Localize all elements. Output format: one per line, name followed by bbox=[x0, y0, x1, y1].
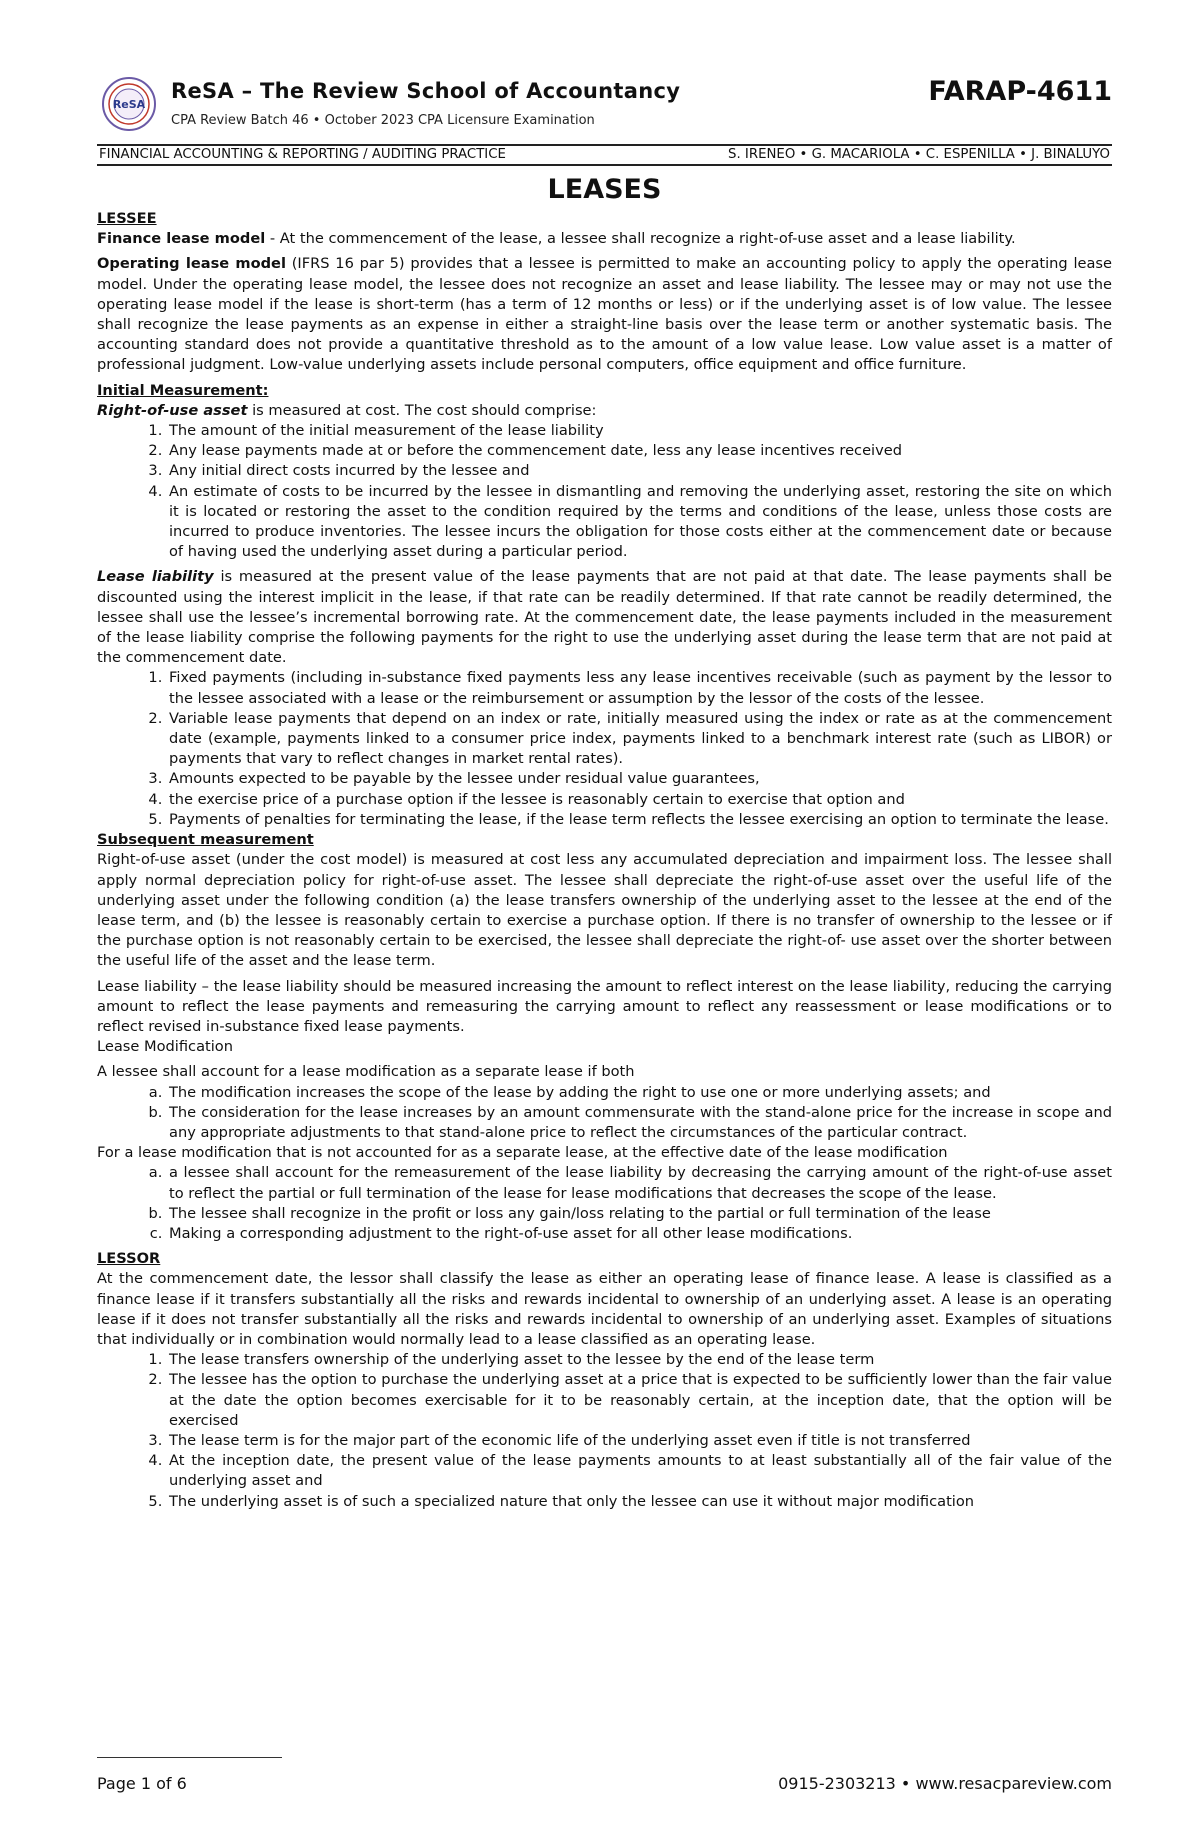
operating-lease-label: Operating lease model bbox=[97, 255, 286, 273]
document-header bbox=[97, 76, 1112, 142]
list-item: 3. The lease term is for the major part of the economic life of the underlying asset even if title is not transferred bbox=[167, 1431, 1112, 1451]
lease-liability-text: is measured at the present value of the lease payments that are not paid at that date. The lease payments shall be discounted using the interest implicit in the lease, if that rate can be readily determined. If that rate cannot be readily determined, the lessee shall use the lessee’s incremental borrowing rate. At the commencement date, the lease payments included in the measurement of the lease liability comprise the following payments for the right to use the underlying asset during the lease term that are not paid at the commencement date. bbox=[97, 568, 1112, 667]
list-item: 5. Payments of penalties for terminating the lease, if the lease term reflects the lessee exercising an option to terminate the lease. bbox=[167, 810, 1112, 830]
subsequent-measurement-heading: Subsequent measurement bbox=[97, 831, 314, 849]
list-item: c. Making a corresponding adjustment to the right-of-use asset for all other lease modifications. bbox=[167, 1224, 1112, 1244]
list-item: 1. The amount of the initial measurement of the lease liability bbox=[167, 421, 1112, 441]
lessor-paragraph: At the commencement date, the lessor shall classify the lease as either an operating lease of finance lease. A lease is classified as a finance lease if it transfers substantially all the risks and rewards incidental to ownership of an underlying asset. A lease is an operating lease if it does not transfer substantially all the risks and rewards incidental to ownership of an underlying asset. Examples of situations that individually or in combination would normally lead to a lease classified as an operating lease. bbox=[97, 1270, 1112, 1348]
list-item: 2. Variable lease payments that depend on an index or rate, initially measured using the index or rate as at the commencement date (example, payments linked to a consumer price index, payments linked to a benchmark interest rate (such as LIBOR) or payments that vary to reflect changes in market rental rates). bbox=[167, 709, 1112, 770]
list-item: a. a lessee shall account for the remeasurement of the lease liability by decreasing the carrying amount of the right-of-use asset to reflect the partial or full termination of the lease for lease modifications that decreases the scope of the lease. bbox=[167, 1163, 1112, 1203]
finance-lease-text: - At the commencement of the lease, a lessee shall recognize a right-of-use asset and a lease liability. bbox=[265, 230, 1016, 248]
lessor-list bbox=[97, 1350, 1112, 1512]
lease-liability-paragraph bbox=[97, 567, 1112, 668]
subject-bar bbox=[97, 144, 1112, 166]
logo-text: ReSA bbox=[112, 98, 146, 111]
list-item: 3. Amounts expected to be payable by the lessee under residual value guarantees, bbox=[167, 769, 1112, 789]
list-item: 2. Any lease payments made at or before the commencement date, less any lease incentives received bbox=[167, 441, 1112, 461]
subsequent-liability-paragraph: Lease liability – the lease liability should be measured increasing the amount to reflect interest on the lease liability, reducing the carrying amount to reflect the lease payments and remeasuring the carrying amount to reflect any reassessment or lease modifications or to reflect revised in-substance fixed lease payments. bbox=[97, 977, 1112, 1035]
list-item: a. The modification increases the scope of the lease by adding the right to use one or more underlying assets; and bbox=[167, 1083, 1112, 1103]
document-code: FARAP-4611 bbox=[928, 76, 1112, 107]
subject-label: FINANCIAL ACCOUNTING & REPORTING / AUDITING PRACTICE bbox=[99, 147, 506, 162]
lease-modification-heading: Lease Modification bbox=[97, 1038, 233, 1056]
list-item: 3. Any initial direct costs incurred by the lessee and bbox=[167, 461, 1112, 481]
footer-contact: 0915-2303213 • www.resacpareview.com bbox=[778, 1774, 1112, 1793]
lease-payments-list bbox=[97, 668, 1112, 830]
list-item: 1. The lease transfers ownership of the underlying asset to the lessee by the end of the lease term bbox=[167, 1350, 1112, 1370]
rou-text: is measured at cost. The cost should comprise: bbox=[247, 401, 597, 419]
modification-intro: A lessee shall account for a lease modification as a separate lease if both bbox=[97, 1063, 635, 1081]
rou-label: Right-of-use asset bbox=[97, 401, 248, 419]
school-title: ReSA – The Review School of Accountancy bbox=[171, 79, 681, 103]
list-item: 2. The lessee has the option to purchase the underlying asset at a price that is expected to be sufficiently lower than the fair value at the date the option becomes exercisable for it to be reasonably certain, at the inception date, that the option will be exercised bbox=[167, 1370, 1112, 1431]
lessee-heading: LESSEE bbox=[97, 210, 157, 227]
list-item: b. The lessee shall recognize in the profit or loss any gain/loss relating to the partial or full termination of the lease bbox=[167, 1204, 1112, 1224]
modification-conditions-list bbox=[97, 1083, 1112, 1144]
rou-paragraph bbox=[97, 401, 1112, 421]
subsequent-rou-paragraph: Right-of-use asset (under the cost model) is measured at cost less any accumulated depreciation and impairment loss. The lessee shall apply normal depreciation policy for right-of-use asset. The lessee shall depreciate the right-of-use asset over the useful life of the underlying asset under the following condition (a) the lease transfers ownership of the underlying asset to the lessee at the end of the lease term, and (b) the lessee is reasonably certain to exercise a purchase option. If there is no transfer of ownership to the lessee or if the purchase option is not reasonably certain to be exercised, the lessee shall depreciate the right-of- use asset over the shorter between the useful life of the asset and the lease term. bbox=[97, 851, 1112, 970]
list-item: b. The consideration for the lease increases by an amount commensurate with the stand-alone price for the increase in scope and any appropriate adjustments to that stand-alone price to reflect the circumstances of the particular contract. bbox=[167, 1103, 1112, 1143]
lessor-heading: LESSOR bbox=[97, 1250, 161, 1268]
resa-logo bbox=[101, 76, 157, 132]
not-separate-list bbox=[97, 1163, 1112, 1244]
lease-liability-label: Lease liability bbox=[97, 568, 214, 586]
footer-divider bbox=[97, 1757, 282, 1758]
document-body bbox=[97, 209, 1112, 1512]
not-separate-intro: For a lease modification that is not accounted for as a separate lease, at the effective date of the lease modification bbox=[97, 1144, 948, 1162]
list-item: 4. At the inception date, the present value of the lease payments amounts to at least substantially all of the fair value of the underlying asset and bbox=[167, 1451, 1112, 1491]
document-page bbox=[97, 76, 1112, 1512]
list-item: 4. An estimate of costs to be incurred by the lessee in dismantling and removing the underlying asset, restoring the site on which it is located or restoring the asset to the condition required by the terms and conditions of the lease, unless those costs are incurred to produce inventories. The lessee incurs the obligation for those costs either at the commencement date or because of having used the underlying asset during a particular period. bbox=[167, 482, 1112, 563]
list-item: 4. the exercise price of a purchase option if the lessee is reasonably certain to exercise that option and bbox=[167, 790, 1112, 810]
operating-lease-paragraph bbox=[97, 254, 1112, 375]
finance-lease-label: Finance lease model bbox=[97, 230, 266, 248]
list-item: 5. The underlying asset is of such a specialized nature that only the lessee can use it without major modification bbox=[167, 1492, 1112, 1512]
operating-lease-text: (IFRS 16 par 5) provides that a lessee is permitted to make an accounting policy to apply the operating lease model. Under the operating lease model, the lessee does not recognize an asset and lease liability. The lessee may or may not use the operating lease model if the lease is short-term (has a term of 12 months or less) or if the underlying asset is of low value. The lessee shall recognize the lease payments as an expense in either a straight-line basis over the lease term or another systematic basis. The accounting standard does not provide a quantitative threshold as to the amount of a low value lease. Low value asset is a matter of professional judgment. Low-value underlying assets include personal computers, office equipment and office furniture. bbox=[97, 255, 1112, 374]
finance-lease-paragraph bbox=[97, 229, 1112, 249]
page-title: LEASES bbox=[547, 174, 662, 205]
page-number: Page 1 of 6 bbox=[97, 1774, 187, 1793]
list-item: 1. Fixed payments (including in-substance fixed payments less any lease incentives receivable (such as payment by the lessor to the lessee associated with a lease or the reimbursement or assumption by the lessor of the costs of the lessee. bbox=[167, 668, 1112, 708]
initial-measurement-heading: Initial Measurement: bbox=[97, 381, 269, 399]
rou-cost-list bbox=[97, 421, 1112, 562]
authors-label: S. IRENEO • G. MACARIOLA • C. ESPENILLA • J. BINALUYO bbox=[728, 147, 1110, 162]
batch-info: CPA Review Batch 46 • October 2023 CPA Licensure Examination bbox=[171, 113, 595, 128]
